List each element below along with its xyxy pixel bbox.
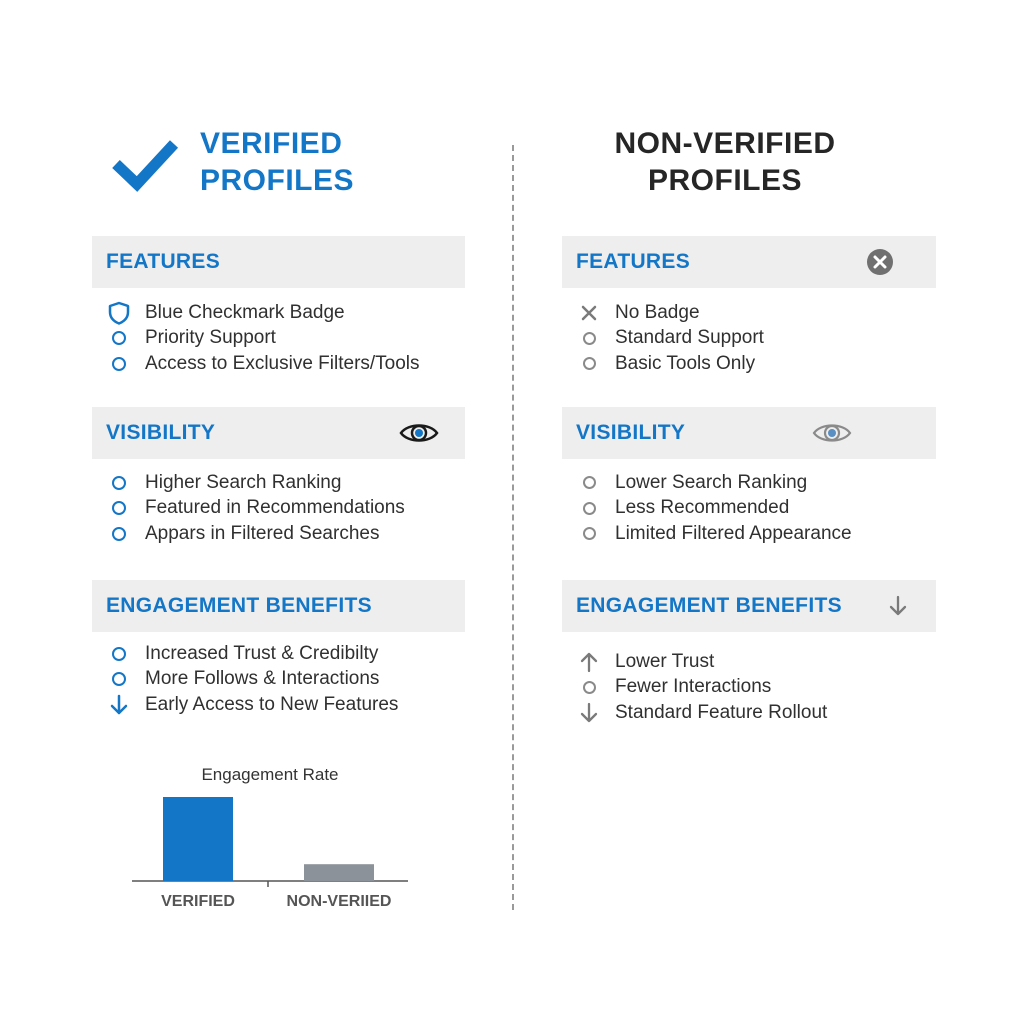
non-verified-engagement-header <box>562 580 936 632</box>
chart-tick-label: NON-VERIIED <box>286 893 392 910</box>
list-item-label: Limited Filtered Appearance <box>615 522 852 544</box>
list-item-label: Higher Search Ranking <box>145 471 342 493</box>
arrow-down-icon <box>888 595 908 617</box>
verified-features-list <box>108 300 420 377</box>
engagement-rate-chart <box>132 760 412 920</box>
list-item <box>578 649 827 675</box>
list-item <box>108 641 398 667</box>
non-verified-engagement-list <box>578 649 827 726</box>
circle-bullet-icon <box>108 523 130 545</box>
non-verified-title <box>562 125 888 199</box>
arrow-down-icon <box>578 702 600 724</box>
list-item-label: Basic Tools Only <box>615 352 756 374</box>
list-item <box>578 496 852 522</box>
chart-tick-label: VERIFIED <box>161 893 235 910</box>
circle-bullet-icon <box>108 643 130 665</box>
list-item-label: Lower Trust <box>615 650 715 672</box>
non-verified-engagement-title: ENGAGEMENT BENEFITS <box>576 594 842 617</box>
list-item-label: Appars in Filtered Searches <box>145 522 380 544</box>
list-item-label: Less Recommended <box>615 497 790 519</box>
list-item-label: Lower Search Ranking <box>615 471 808 493</box>
circle-bullet-icon <box>108 327 130 349</box>
non-verified-features-title: FEATURES <box>576 250 691 273</box>
list-item-label: More Follows & Interactions <box>145 668 380 690</box>
verified-features-title: FEATURES <box>106 250 221 273</box>
eye-icon <box>812 420 852 446</box>
list-item-label: Early Access to New Features <box>145 693 399 715</box>
non-verified-features-list <box>578 300 764 377</box>
list-item-label: Priority Support <box>145 327 276 349</box>
list-item-label: Increased Trust & Credibilty <box>145 642 379 664</box>
circle-bullet-icon <box>108 353 130 375</box>
circle-bullet-icon <box>108 497 130 519</box>
arrow-down-icon <box>108 694 130 716</box>
chart-bar-verified <box>163 797 233 881</box>
non-verified-visibility-list <box>578 470 852 547</box>
list-item-label: Standard Support <box>615 327 764 349</box>
circle-bullet-icon <box>578 523 600 545</box>
list-item <box>108 326 420 352</box>
list-item-label: Fewer Interactions <box>615 676 772 698</box>
list-item <box>108 521 405 547</box>
circle-bullet-icon <box>578 353 600 375</box>
list-item <box>108 692 398 718</box>
list-item <box>108 351 420 377</box>
list-item-label: Featured in Recommendations <box>145 497 405 519</box>
non-verified-column <box>562 0 936 1024</box>
x-circle-icon <box>866 248 894 276</box>
verified-visibility-header <box>92 407 465 459</box>
list-item <box>578 521 852 547</box>
non-verified-title-line2: PROFILES <box>647 164 802 197</box>
arrow-up-icon <box>578 651 600 673</box>
list-item <box>108 300 420 326</box>
checkmark-icon <box>110 132 180 192</box>
non-verified-visibility-header <box>562 407 936 459</box>
non-verified-features-header <box>562 236 936 288</box>
verified-title <box>110 125 354 199</box>
shield-icon <box>108 302 130 324</box>
circle-bullet-icon <box>578 676 600 698</box>
list-item <box>108 470 405 496</box>
list-item <box>578 675 827 701</box>
list-item <box>578 470 852 496</box>
verified-engagement-title: ENGAGEMENT BENEFITS <box>106 594 372 617</box>
list-item-label: No Badge <box>615 301 700 323</box>
list-item <box>108 496 405 522</box>
chart-title: Engagement Rate <box>201 765 339 784</box>
verified-engagement-list <box>108 641 398 718</box>
verified-engagement-header <box>92 580 465 632</box>
list-item-label: Access to Exclusive Filters/Tools <box>145 352 420 374</box>
circle-bullet-icon <box>108 668 130 690</box>
list-item-label: Blue Checkmark Badge <box>145 301 345 323</box>
list-item <box>578 300 764 326</box>
list-item-label: Standard Feature Rollout <box>615 701 828 723</box>
verified-title-line2: PROFILES <box>200 164 355 197</box>
circle-bullet-icon <box>578 327 600 349</box>
verified-title-line1: VERIFIED <box>200 127 343 160</box>
list-item <box>578 351 764 377</box>
circle-bullet-icon <box>578 472 600 494</box>
non-verified-title-line1: NON-VERIFIED <box>614 127 836 160</box>
eye-icon <box>399 420 439 446</box>
verified-visibility-list <box>108 470 405 547</box>
verified-visibility-title: VISIBILITY <box>106 421 216 444</box>
chart-bar-non-veriied <box>304 864 374 881</box>
column-divider <box>512 145 514 910</box>
non-verified-visibility-title: VISIBILITY <box>576 421 686 444</box>
list-item <box>108 667 398 693</box>
list-item <box>578 326 764 352</box>
x-icon <box>578 302 600 324</box>
verified-features-header <box>92 236 465 288</box>
circle-bullet-icon <box>578 497 600 519</box>
circle-bullet-icon <box>108 472 130 494</box>
list-item <box>578 700 827 726</box>
